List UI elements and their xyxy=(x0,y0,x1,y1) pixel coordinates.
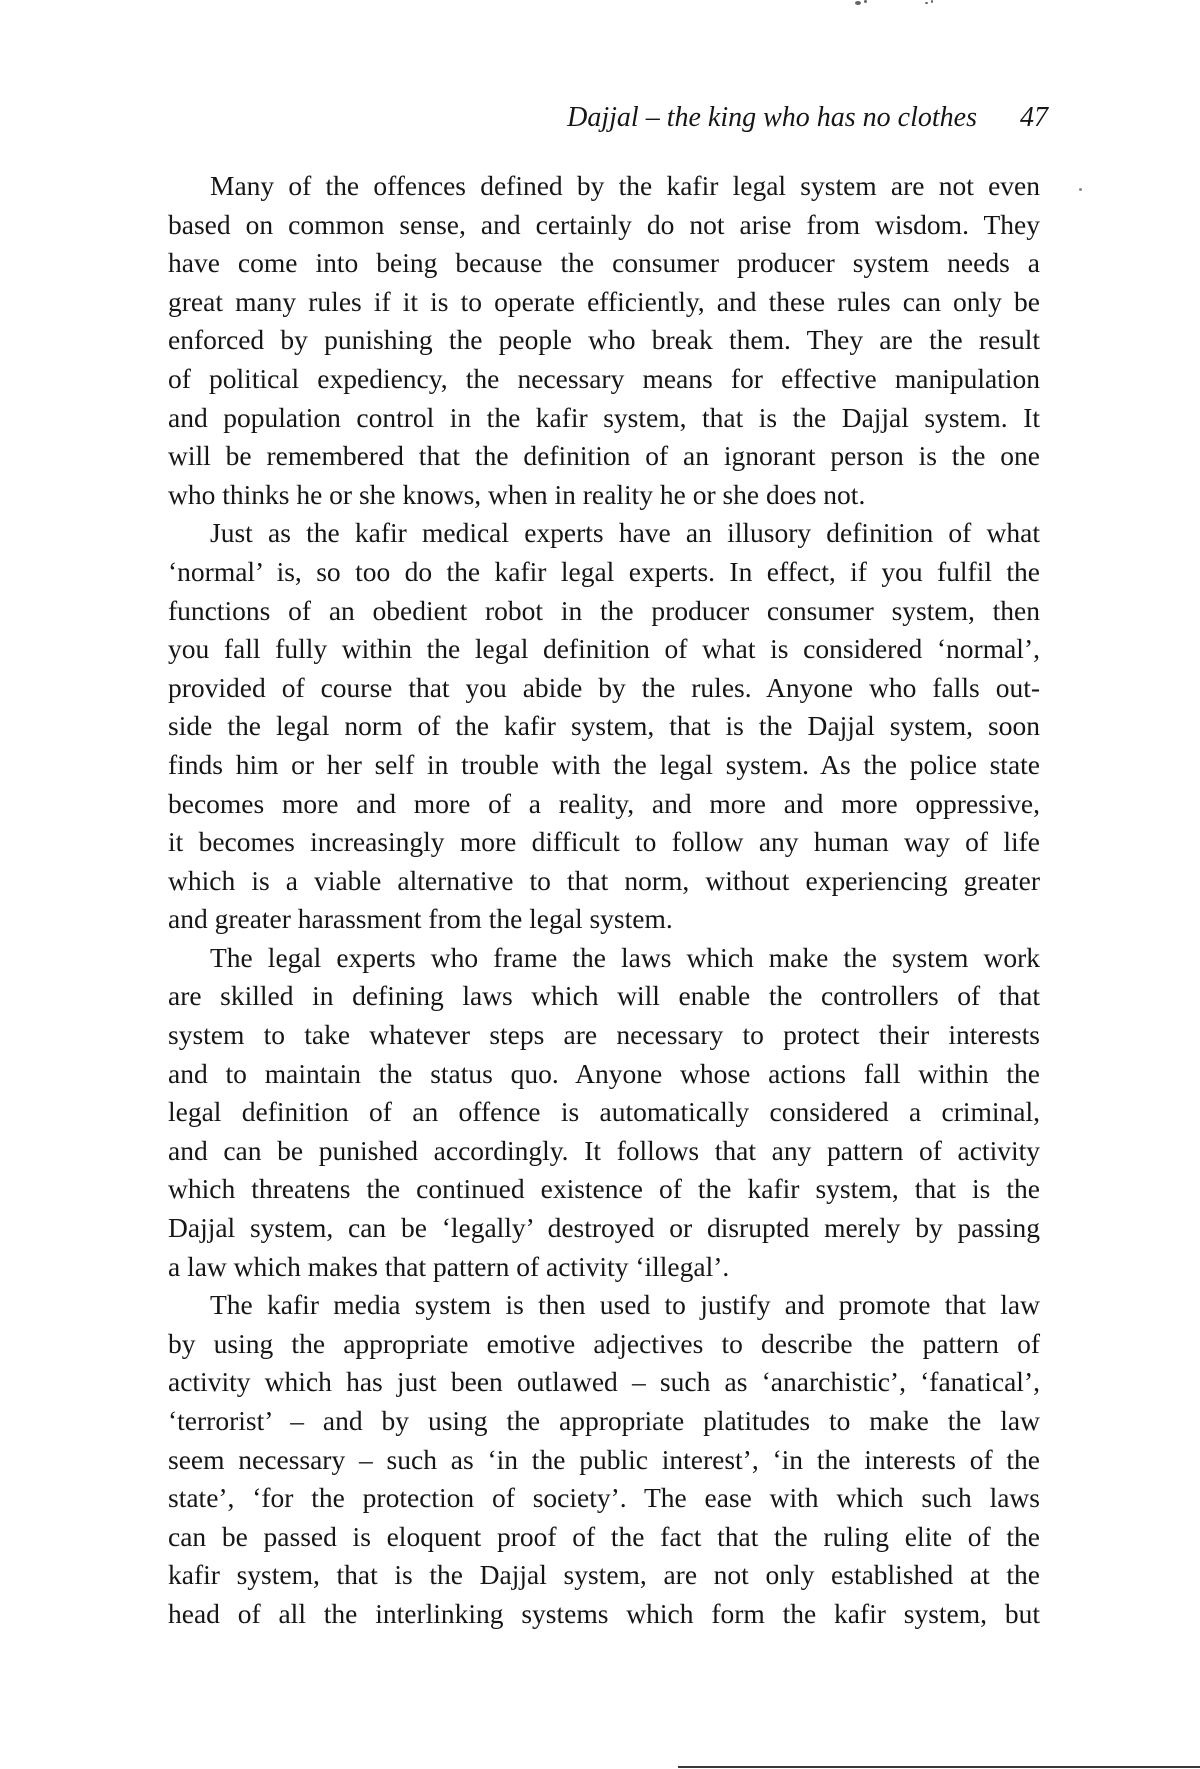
text-line: a law which makes that pattern of activity ‘illegal’. xyxy=(168,1250,730,1282)
text-line: activity which has just been outlawed – such as ‘anarchistic’, ‘fanatical’, xyxy=(168,1366,1040,1398)
text-line: will be remembered that the definition of an ignorant person is the one xyxy=(168,440,1040,472)
text-line: provided of course that you abide by the rules. Anyone who falls out- xyxy=(168,671,1040,703)
text-line: functions of an obedient robot in the producer consumer system, then xyxy=(168,594,1040,626)
text-line: who thinks he or she knows, when in reality he or she does not. xyxy=(168,478,866,510)
text-line: Many of the offences defined by the kafir legal system are not even xyxy=(210,170,1040,201)
text-line: becomes more and more of a reality, and more and more oppressive, xyxy=(168,787,1040,819)
text-line: Just as the kafir medical experts have an illusory definition of what xyxy=(210,517,1040,549)
text-line: system to take whatever steps are necessary to protect their interests xyxy=(168,1019,1040,1051)
text-line: kafir system, that is the Dajjal system, are not only established at the xyxy=(168,1559,1040,1591)
paragraph-3 xyxy=(168,939,1040,1286)
text-line: can be passed is eloquent proof of the fact that the ruling elite of the xyxy=(168,1520,1040,1552)
text-line: based on common sense, and certainly do not arise from wisdom. They xyxy=(168,208,1040,240)
text-line: The legal experts who frame the laws which make the system work xyxy=(210,941,1040,973)
paragraph-1 xyxy=(168,167,1040,514)
page-number: 47 xyxy=(1020,102,1048,133)
text-line: of political expediency, the necessary means for effective manipulation xyxy=(168,362,1040,394)
text-line: ‘terrorist’ – and by using the appropriate platitudes to make the law xyxy=(168,1405,1040,1436)
scan-edge-rule xyxy=(678,1766,1200,1768)
text-line: great many rules if it is to operate efficiently, and these rules can only be xyxy=(168,285,1040,317)
text-line: side the legal norm of the kafir system, that is the Dajjal system, soon xyxy=(168,710,1040,742)
scan-specks xyxy=(855,0,975,8)
text-line: you fall fully within the legal definition of what is considered ‘normal’, xyxy=(168,633,1040,665)
text-line: enforced by punishing the people who break them. They are the result xyxy=(168,324,1040,356)
text-line: which is a viable alternative to that norm, without experiencing greater xyxy=(168,864,1040,896)
text-line: Dajjal system, can be ‘legally’ destroyed or disrupted merely by passing xyxy=(168,1212,1040,1244)
paragraph-4 xyxy=(168,1286,1040,1633)
text-line: have come into being because the consumer producer system needs a xyxy=(168,247,1040,279)
text-line: head of all the interlinking systems which form the kafir system, but xyxy=(168,1597,1040,1629)
text-line: legal definition of an offence is automatically considered a criminal, xyxy=(168,1096,1040,1128)
text-line: which threatens the continued existence of the kafir system, that is the xyxy=(168,1173,1040,1205)
running-head-title: Dajjal – the king who has no clothes xyxy=(567,102,977,133)
text-line: and population control in the kafir system, that is the Dajjal system. It xyxy=(168,401,1040,433)
text-line: state’, ‘for the protection of society’. The ease with which such laws xyxy=(168,1482,1040,1514)
text-line: The kafir media system is then used to justify and promote that law xyxy=(210,1289,1040,1321)
text-line: and to maintain the status quo. Anyone whose actions fall within the xyxy=(168,1057,1040,1089)
text-line: ‘normal’ is, so too do the kafir legal experts. In effect, if you fulfil the xyxy=(168,555,1040,587)
running-head xyxy=(168,98,1048,138)
paragraph-2 xyxy=(168,514,1040,939)
text-line: and greater harassment from the legal system. xyxy=(168,903,673,935)
text-line: it becomes increasingly more difficult to follow any human way of life xyxy=(168,826,1040,858)
text-line: finds him or her self in trouble with the legal system. As the police state xyxy=(168,748,1040,780)
text-line: and can be punished accordingly. It follows that any pattern of activity xyxy=(168,1134,1040,1166)
scan-speck xyxy=(1079,188,1082,191)
body-text xyxy=(168,167,1040,1634)
text-line: by using the appropriate emotive adjectives to describe the pattern of xyxy=(168,1327,1040,1359)
text-line: seem necessary – such as ‘in the public interest’, ‘in the interests of the xyxy=(168,1443,1040,1475)
text-line: are skilled in defining laws which will enable the controllers of that xyxy=(168,980,1040,1012)
